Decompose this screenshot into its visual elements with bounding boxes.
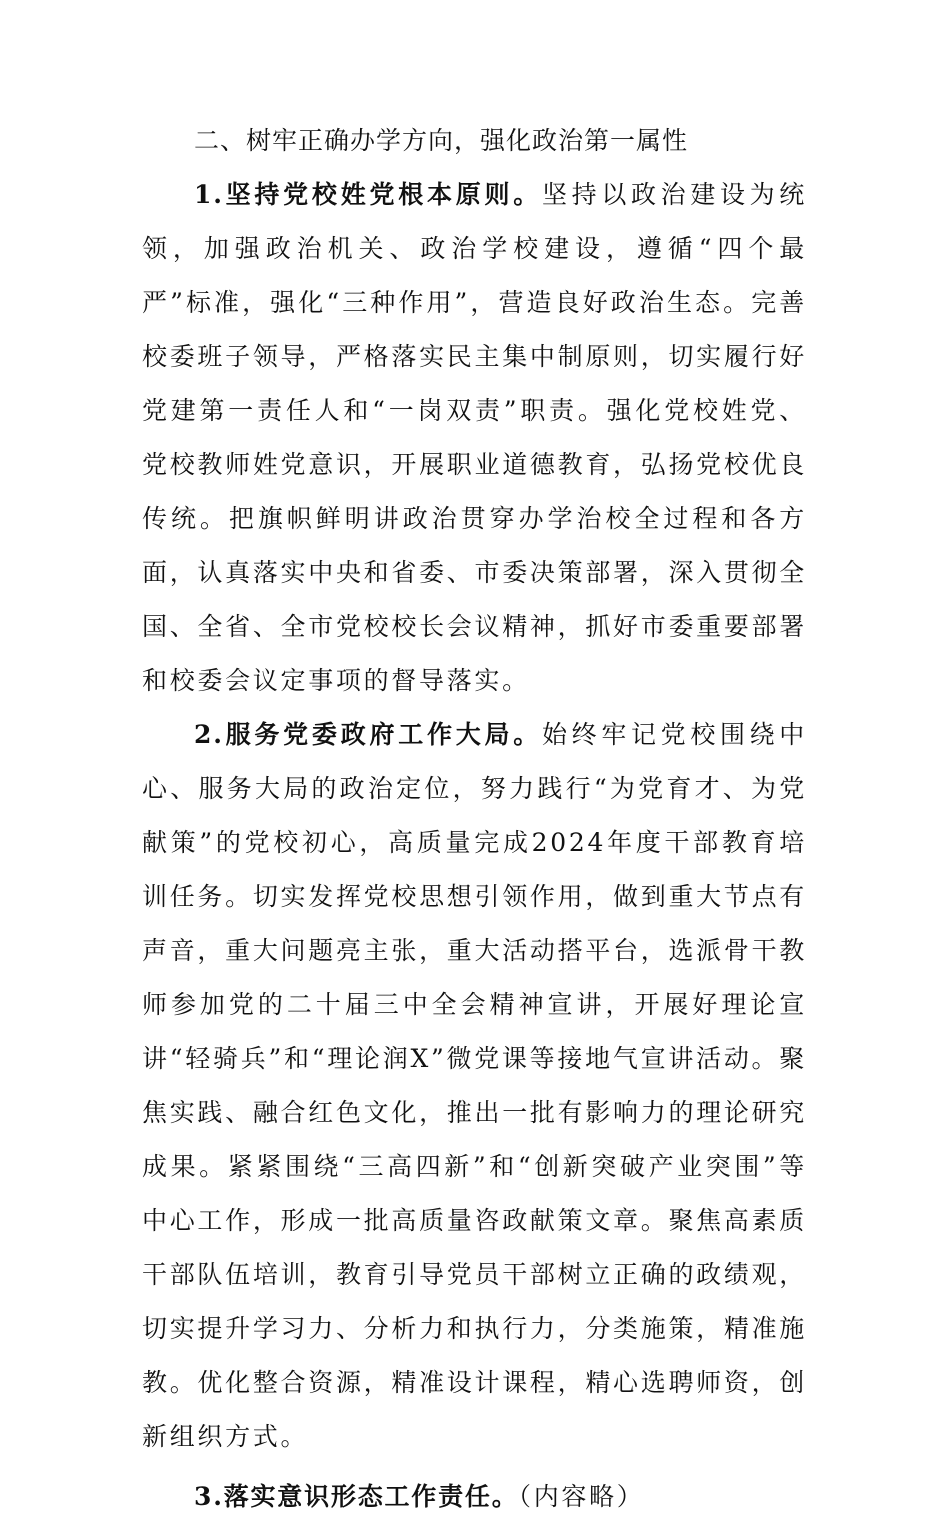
paragraph-1-body: 坚持以政治建设为统领，加强政治机关、政治学校建设，遵循“四个最严”标准，强化“三种作用”，营造良好政治生态。完善校委班子领导，严格落实民主集中制原则，切实履行好党建第一责任人和“一岗双责”职责。强化党校姓党、党校教师姓党意识，开展职业道德教育，弘扬党校优良传统。把旗帜鲜明讲政治贯穿办学治校全过程和各方面，认真落实中央和省委、市委决策部署，深入贯彻全国、全省、全市党校校长会议精神，抓好市委重要部署和校委会议定事项的督导落实。 <box>142 180 807 695</box>
section-heading: 二、树牢正确办学方向，强化政治第一属性 <box>194 126 689 155</box>
paragraph-3 <box>142 1470 807 1524</box>
paragraph-3-lead: 3.落实意识形态工作责任。 <box>194 1482 519 1511</box>
paragraph-1-lead: 1.坚持党校姓党根本原则。 <box>194 180 543 209</box>
document-body <box>142 114 807 1524</box>
paragraph-1 <box>142 168 807 708</box>
paragraph-2-lead: 2.服务党委政府工作大局。 <box>194 720 543 749</box>
paragraph-3-body: （内容略） <box>518 1482 645 1511</box>
paragraph-2 <box>142 708 807 1464</box>
paragraph-2-body: 始终牢记党校围绕中心、服务大局的政治定位，努力践行“为党育才、为党献策”的党校初心，高质量完成2024年度干部教育培训任务。切实发挥党校思想引领作用，做到重大节点有声音，重大问题亮主张，重大活动搭平台，选派骨干教师参加党的二十届三中全会精神宣讲，开展好理论宣讲“轻骑兵”和“理论润X”微党课等接地气宣讲活动。聚焦实践、融合红色文化，推出一批有影响力的理论研究成果。紧紧围绕“三高四新”和“创新突破产业突围”等中心工作，形成一批高质量咨政献策文章。聚焦高素质干部队伍培训，教育引导党员干部树立正确的政绩观，切实提升学习力、分析力和执行力，分类施策，精准施教。优化整合资源，精准设计课程，精心选聘师资，创新组织方式。 <box>142 720 807 1451</box>
